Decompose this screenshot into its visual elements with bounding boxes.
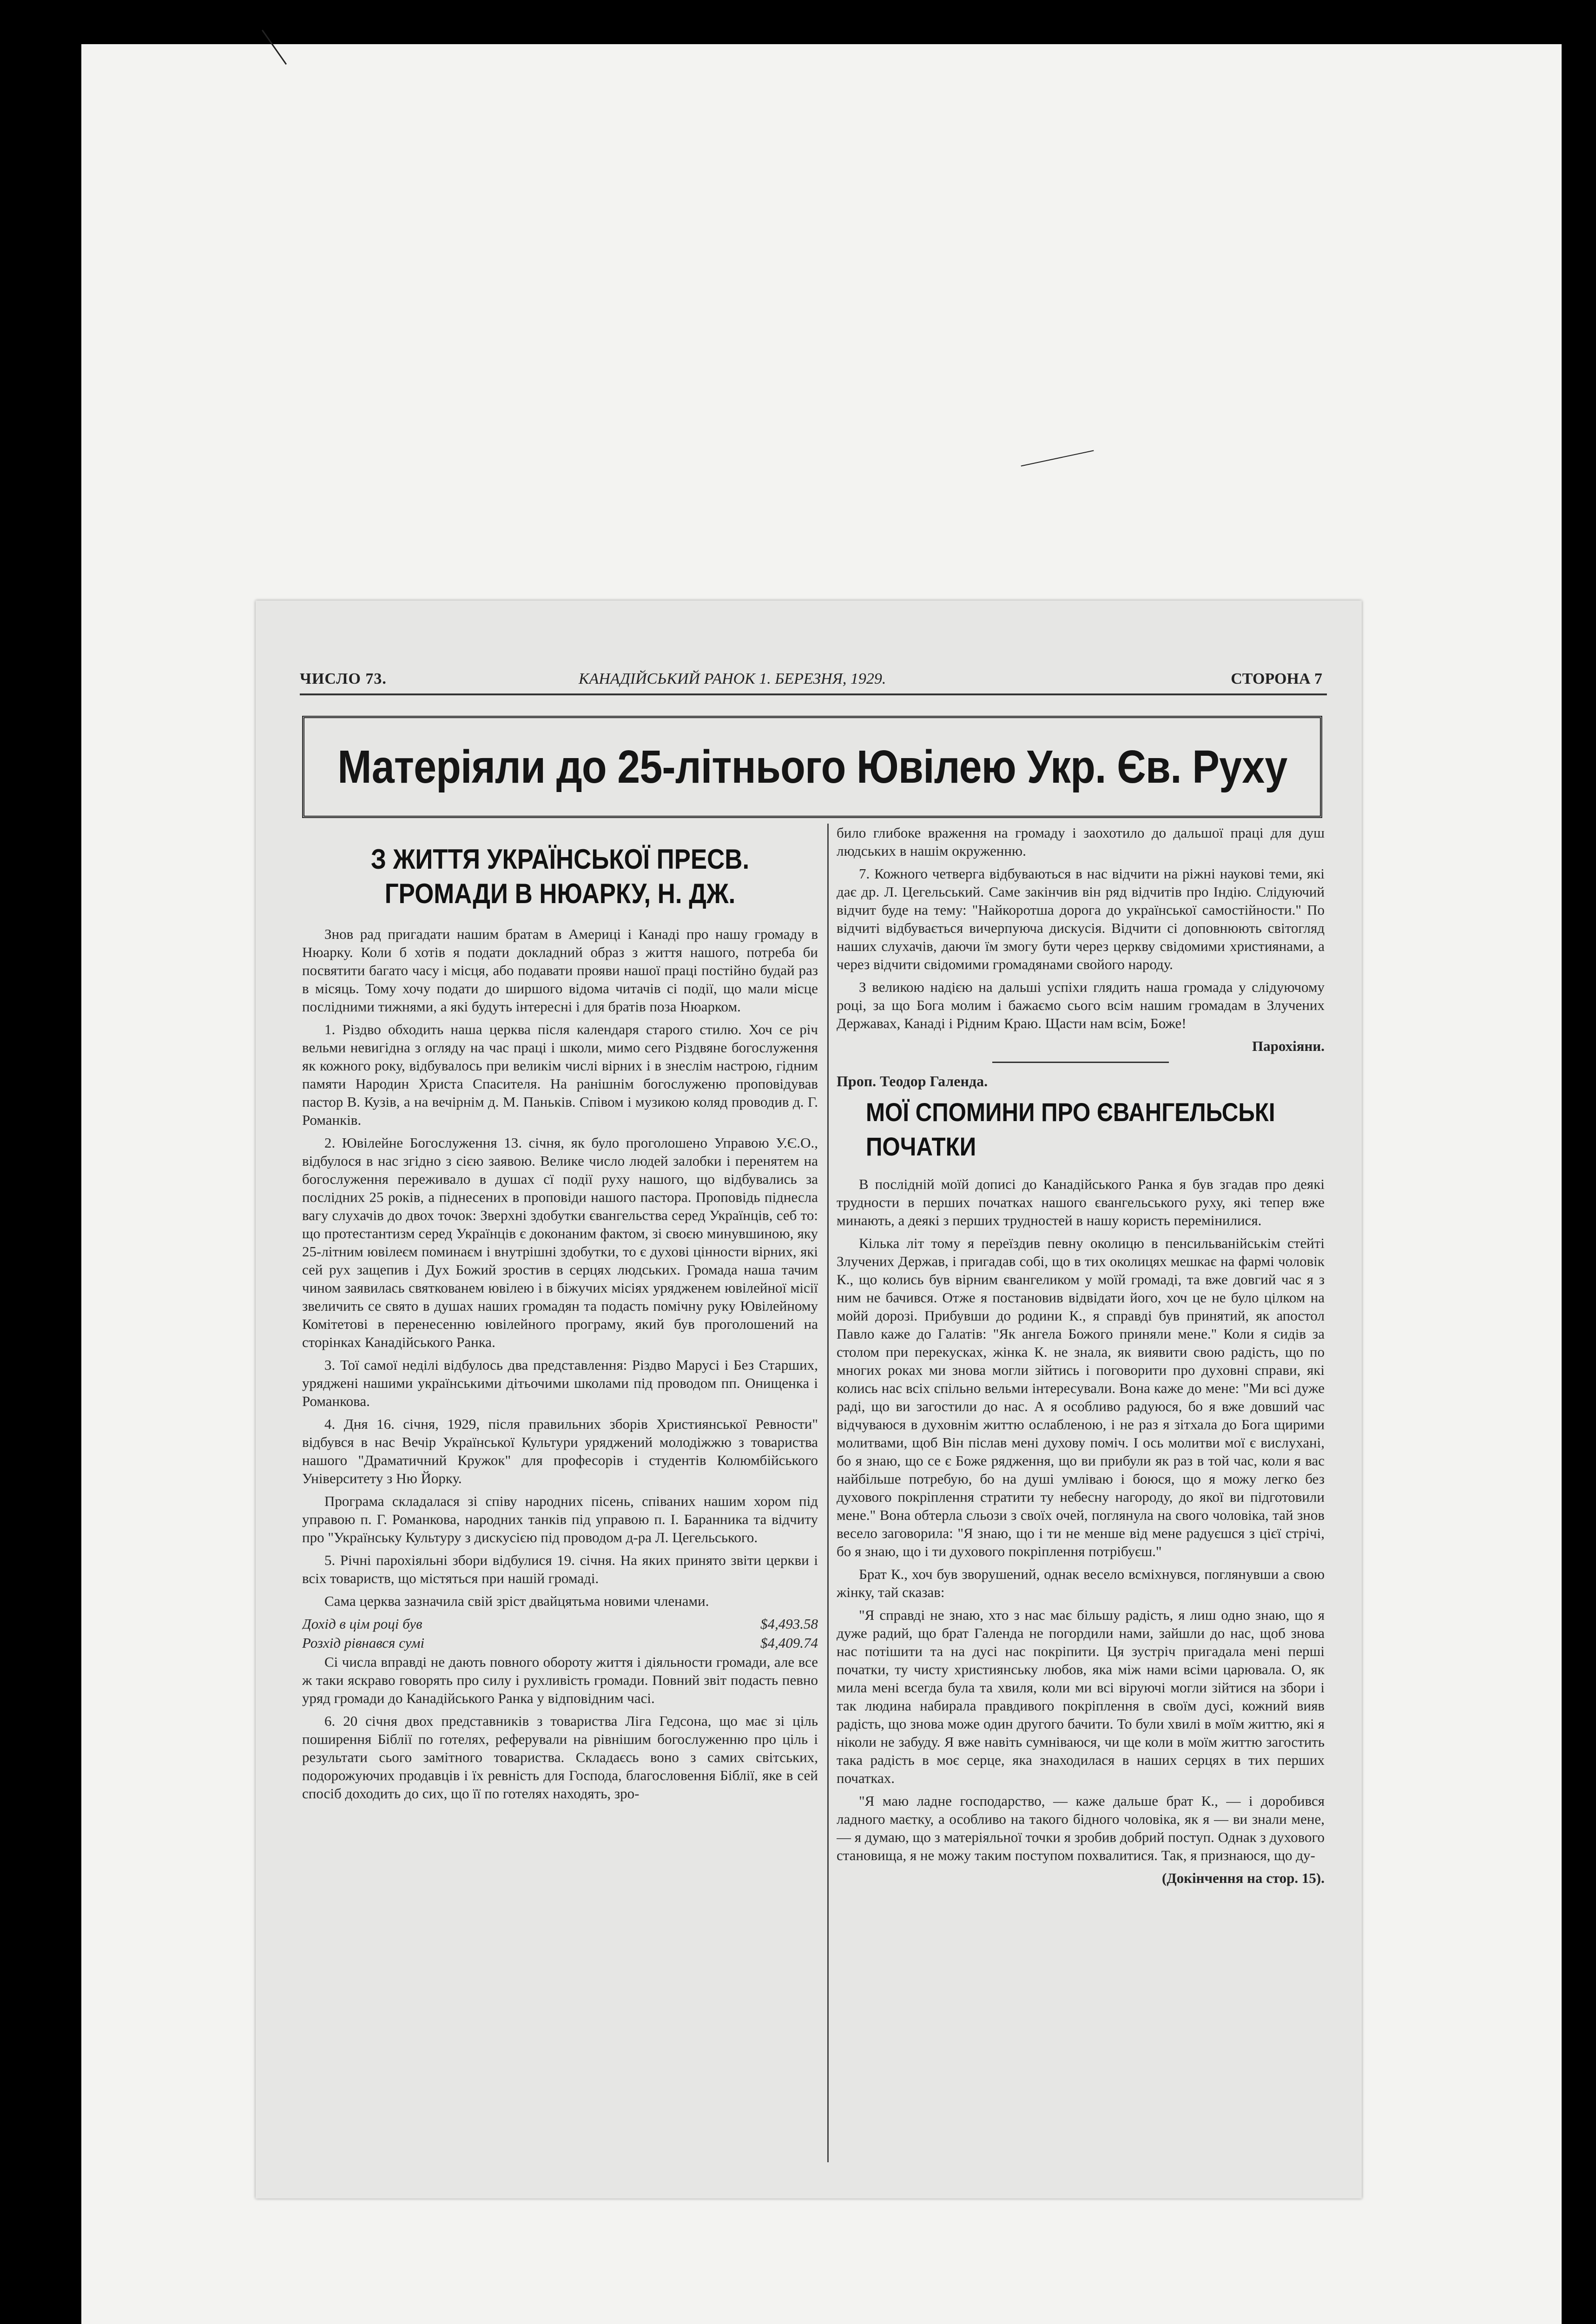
finance-amount: $4,409.74 [760, 1635, 818, 1651]
paragraph: 2. Ювілейне Богослуження 13. січня, як було проголошено Управою У.Є.О., відбулося в нас згідно з сією заявою. Велике число людей залобки і перенятем на богослуження переживало в душах сї події руху нашого, що відбувались за послідних 25 років, а піднесених в проповіди нашого пастора. Проповідь піднесла вагу слухачів до двох точок: Зверхні здобутки євангельства серед Українців, себ то: що протестантизм серед Українців є доконаним фактом, зі своєю минувшиною, яку 25-літним ювілеєм поминаєм і внутрішні здобутки, то є духові цінности вірних, які сей рух защепив і Дух Божий зростив в серцях людських. Громада наша тачим чином заявилась святкованем ювілею і в біжучих місіях урядженем ювілейної місії звеличить се свято в душах наших громадян та подасть помічну руку Ювілейному Комітетові в перенесенню ювілейного програму, який був проголошений на сторінках Канадійського Ранка. [302, 1135, 818, 1350]
header-rule [300, 693, 1327, 695]
finance-label: Розхід рівнався сумі [302, 1635, 425, 1651]
paragraph: "Я маю ладне господарство, — каже дальше брат К., — і доробився ладного маєтку, а особливо на такого бідного чоловіка, як я — ви знали мене, — я думаю, що з матеріяльної точки я зробив добрий поступ. Однак з духового становища, я не можу таким поступом похвалитися. Так, я признаюся, що ду- [837, 1793, 1325, 1863]
paragraph: Брат К., хоч був зворушений, однак весело всміхнувся, поглянувши а свою жінку, тай сказав: [837, 1566, 1325, 1600]
column-divider [827, 824, 829, 2162]
left-column [302, 833, 818, 2172]
paragraph: В послідній моїй дописі до Канадійського Ранка я був згадав про деякі трудности в перших початках нашого євангельського руху, які тепер вже минають, а деякі з перших трудностей в нашу користь перемінилися. [837, 1176, 1325, 1228]
page-header [300, 670, 1322, 689]
finance-row-income [302, 1615, 818, 1633]
finance-label: Дохід в цім році був [302, 1616, 422, 1632]
paragraph: 6. 20 січня двох представників з товариства Ліга Гедсона, що має зі ціль поширення Біблії по готелях, реферували на рівнішим богослуженню про ціль і результати сього замітного товариства. Складаєсь воно з самих світських, подорожуючих продавців і їх ревність для Господа, благословення Біблії, яке в сей спосіб доходить до сих, що її по готелях находять, зро- [302, 1713, 818, 1802]
left-article-title: З ЖИТТЯ УКРАЇНСЬКОЇ ПРЕСВ. ГРОМАДИ В НЮАРКУ, Н. ДЖ. [370, 844, 750, 909]
banner-box [302, 716, 1322, 818]
paragraph: Знов рад пригадати нашим братам в Америці і Канаді про нашу громаду в Нюарку. Коли б хотів я подати докладний образ з життя нашого, потреба би посвятити багато часу і місця, або подавати прояви нашої праці постійно будай раз в місяць. Тому хочу подати до ширшого відома читачів сі події, що мали місце послідними тижнями, а які будуть інтересні і для братів поза Нюарком. [302, 926, 818, 1015]
paragraph: З великою надією на дальші успіхи глядить наша громада у слідуючому році, за що Бога молим і бажаємо сього всім нашим громадам в Злучених Державах, Канаді і Рідним Краю. Щасти нам всім, Боже! [837, 979, 1325, 1031]
paragraph: Програма складалася зі співу народних пісень, співаних нашим хором під управою п. Г. Романкова, народних танків під управою п. І. Баранника та відчиту про "Українську Культуру з дискусією під проводом д-ра Л. Цегельського. [302, 1493, 818, 1545]
paragraph: 4. Дня 16. січня, 1929, після правильних зборів Християнської Ревности" відбувся в нас Вечір Української Культури уряджений молодіжжю з товариства нашого "Драматичний Кружок" для професорів і студентів Колюмбійського Університету з Ню Йорку. [302, 1416, 818, 1486]
paragraph: 5. Річні парохіяльні збори відбулися 19. січня. На яких принято звіти церкви і всіх товариств, що містяться при нашій громаді. [302, 1552, 818, 1586]
paragraph: Сама церква зазначила свій зріст двайцятьма новими членами. [324, 1593, 709, 1609]
paragraph: Сі числа вправді не дають повного обороту життя і діяльности громади, але все ж таки яскраво говорять про силу і рухливість громади. Повний звіт подасть певно уряд громади до Канадійського Ранка у відповідним часі. [302, 1654, 818, 1706]
paragraph: 7. Кожного четверга відбуваються в нас відчити на ріжні наукові теми, які дає др. Л. Цегельський. Саме закінчив він ряд відчитів про Індію. Слідуючий відчит буде на тему: "Найкоротша дорога до української самостійности." По відчиті відбувається вичерпуюча дискусія. Відчити сі доповнюють світогляд наших слухачів, даючи їм змогу бути через церкву свідомими християнами, а через відчити свідомими громадянами свойого народу. [837, 865, 1325, 972]
paragraph: 3. Тої самої неділі відбулось два представлення: Різдво Марусі і Без Старших, уряджені нашими українськими дітьочими школами під проводом пп. Онищенка і Романкова. [302, 1357, 818, 1409]
section-rule [992, 1062, 1169, 1063]
paragraph: "Я справді не знаю, хто з нас має більшу радість, я лиш одно знаю, що я дуже радий, що брат Галенда не погордили нами, зайшли до нас, щоб знова нас потішити та на дусі нас покріпити. Ця зустріч пригадала мені перші початки, ту чисту християнську любов, яка між нами всіми царювала. О, як мила мені всегда була та хвиля, коли ми всі віруючі могли зійтися на збори і так людина набирала правдивого покріплення в своїм дусі, кожний вияв радість, що знова може один другого бачити. То були хвилі в моїм життю, які я ніколи не забуду. Я вже навіть сумніваюся, чи ще коли в моїм життю загостить така радість в моє серце, яка знаходилася в наших серцях в тих перших початках. [837, 1607, 1325, 1786]
right-article-title: МОЇ СПОМИНИ ПРО ЄВАНГЕЛЬСЬКІ ПОЧАТКИ [866, 1097, 1275, 1161]
finance-row-expense [302, 1634, 818, 1652]
signature: Парохіяни. [1252, 1038, 1325, 1054]
issue-number: ЧИСЛО 73. [300, 670, 387, 687]
newspaper-page [256, 601, 1362, 2199]
paragraph: било глибоке враження на громаду і заохотило до дальшої праці для душ людських в нашім окруженню. [837, 825, 1325, 859]
masthead-date: КАНАДІЙСЬКИЙ РАНОК 1. БЕРЕЗНЯ, 1929. [579, 670, 886, 687]
paragraph: 1. Різдво обходить наша церква після календаря старого стилю. Хоч се річ вельми невигідна з огляду на час праці і школи, мимо сего Різдвяне богослуження як кожного року, відбувалось при великім числі вірних і в знеслім настрою, гідним памяти Народин Христа Спасителя. На ранішнім богослуженю проповідував пастор В. Кузів, а на вечірнім д. М. Паньків. Співом і музикою коляд проводив д. Г. Романків. [302, 1021, 818, 1128]
continued-note: (Докінчення на стор. 15). [1162, 1870, 1325, 1886]
paragraph: Кілька літ тому я переїздив певну околицю в пенсильванійськім стейті Злучених Держав, і пригадав собі, що в тих околицях мешкає на фармі чоловік К., що колись був вірним євангеликом у моїй громаді, та вже довгий час я з ним не бачився. Отже я постановив відвідати його, хоч це не було цілком на мойй дорозі. Прибувши до родини К., я справді був принятий, як апостол Павло каже до Галатів: "Як ангела Божого приняли мене." Коли я сидів за столом при перекусках, жінка К. не знала, як виявити свою радість, що по многих роках ми знова могли зійтись і поговорити про духовні справи, які колись нас всіх спільно вельми інтересували. Вона каже до мене: "Ми всі дуже раді, що ви загостили до нас. А я особливо радуюся, бо я вже довший час відчуваюся в духовнім життю ослабленою, і не раз я зітхала до Бога щирими молитвами, щоб Він післав мені духову поміч. І ось молитви мої є вислухані, бо я знаю, що се є Боже рядження, що ви прибули як раз в той час, коли я вас найбільше потребую, бо на душі умліваю і боюся, що я можу легко без духового покріплення стратити ту небесну нагороду, до якої ви підготовили мене." Вона обтерла сльози з своїх очей, поглянула на свого чоловіка, тай знов весело заговорила: "Я знаю, що і ти не менше від мене радуєшся з цієї стрічі, бо я знаю, що і ти духового покріплення потрібуєш." [837, 1235, 1325, 1559]
finance-amount: $4,493.58 [760, 1616, 818, 1632]
banner-title: Матеріяли до 25-літнього Ювілею Укр. Єв. Руху [337, 740, 1287, 793]
page-number: СТОРОНА 7 [1231, 670, 1322, 687]
byline: Проп. Теодор Галенда. [837, 1073, 988, 1089]
right-column [837, 824, 1325, 2172]
